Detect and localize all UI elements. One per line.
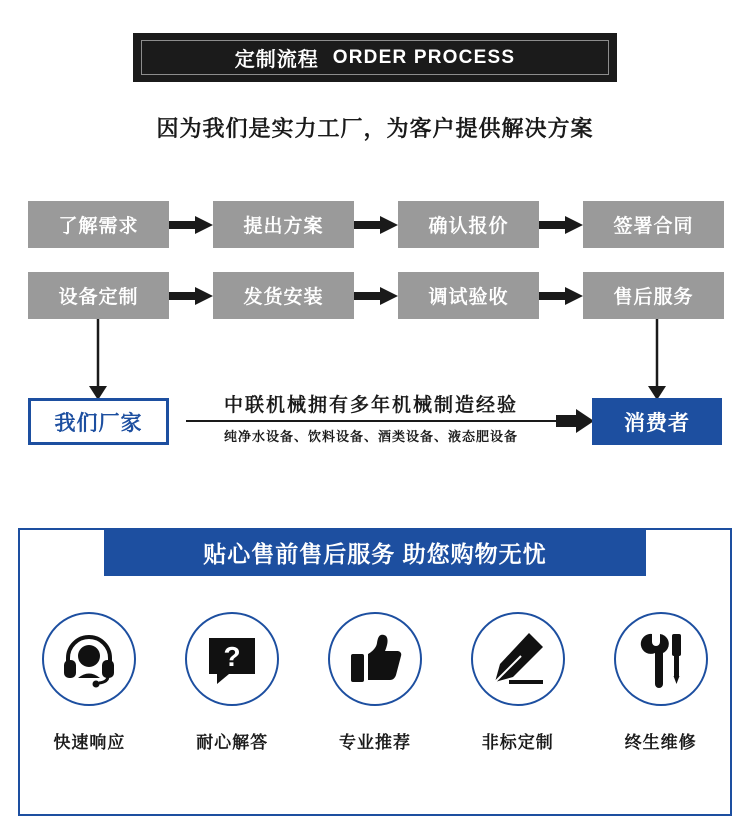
maker-box: 我们厂家 (28, 398, 169, 445)
flow-step-4: 签署合同 (583, 201, 724, 248)
service-item-label: 专业推荐 (338, 733, 411, 752)
svg-text:?: ? (223, 641, 241, 672)
pencil-icon (471, 612, 565, 706)
flow-arrow-icon (169, 272, 213, 319)
service-item-fast-response (25, 612, 153, 753)
thumbs-up-icon (328, 612, 422, 706)
center-claim (186, 390, 556, 445)
question-bubble-icon (185, 612, 279, 706)
header-title-cn: 定制流程 (234, 49, 319, 71)
claim-divider (186, 420, 556, 422)
service-item-label: 终生维修 (624, 733, 697, 752)
wrench-screwdriver-icon (614, 612, 708, 706)
claim-line-1: 中联机械拥有多年机械制造经验 (223, 395, 518, 416)
flow-step-7: 调试验收 (398, 272, 539, 319)
flow-arrow-icon (354, 272, 398, 319)
service-item-custom-nonstandard (454, 612, 582, 753)
service-item-professional-recommend (311, 612, 439, 753)
flow-step-8: 售后服务 (583, 272, 724, 319)
flow-step-2: 提出方案 (213, 201, 354, 248)
flow-step-3: 确认报价 (398, 201, 539, 248)
headset-icon (42, 612, 136, 706)
service-item-list (18, 612, 732, 753)
flow-step-5: 设备定制 (28, 272, 169, 319)
flow-arrow-icon (354, 201, 398, 248)
service-item-label: 非标定制 (481, 733, 554, 752)
service-item-patient-answer (168, 612, 296, 753)
service-item-lifetime-maintenance (597, 612, 725, 753)
header-banner-inner (141, 40, 609, 75)
flow-arrow-icon (539, 201, 583, 248)
flow-row-1 (28, 201, 722, 248)
service-item-label: 耐心解答 (196, 733, 269, 752)
flow-arrow-icon (539, 272, 583, 319)
header-subtitle: 因为我们是实力工厂，为客户提供解决方案 (156, 116, 594, 141)
header-banner (133, 33, 617, 82)
service-item-label: 快速响应 (53, 733, 126, 752)
header-title-en: ORDER PROCESS (332, 46, 516, 68)
flow-step-1: 了解需求 (28, 201, 169, 248)
flow-row-2 (28, 272, 722, 319)
consumer-box: 消费者 (592, 398, 722, 445)
flow-arrow-icon (169, 201, 213, 248)
service-panel-title: 贴心售前售后服务 助您购物无忧 (104, 528, 646, 576)
flow-step-6: 发货安装 (213, 272, 354, 319)
claim-line-2: 纯净水设备、饮料设备、酒类设备、液态肥设备 (223, 429, 518, 444)
